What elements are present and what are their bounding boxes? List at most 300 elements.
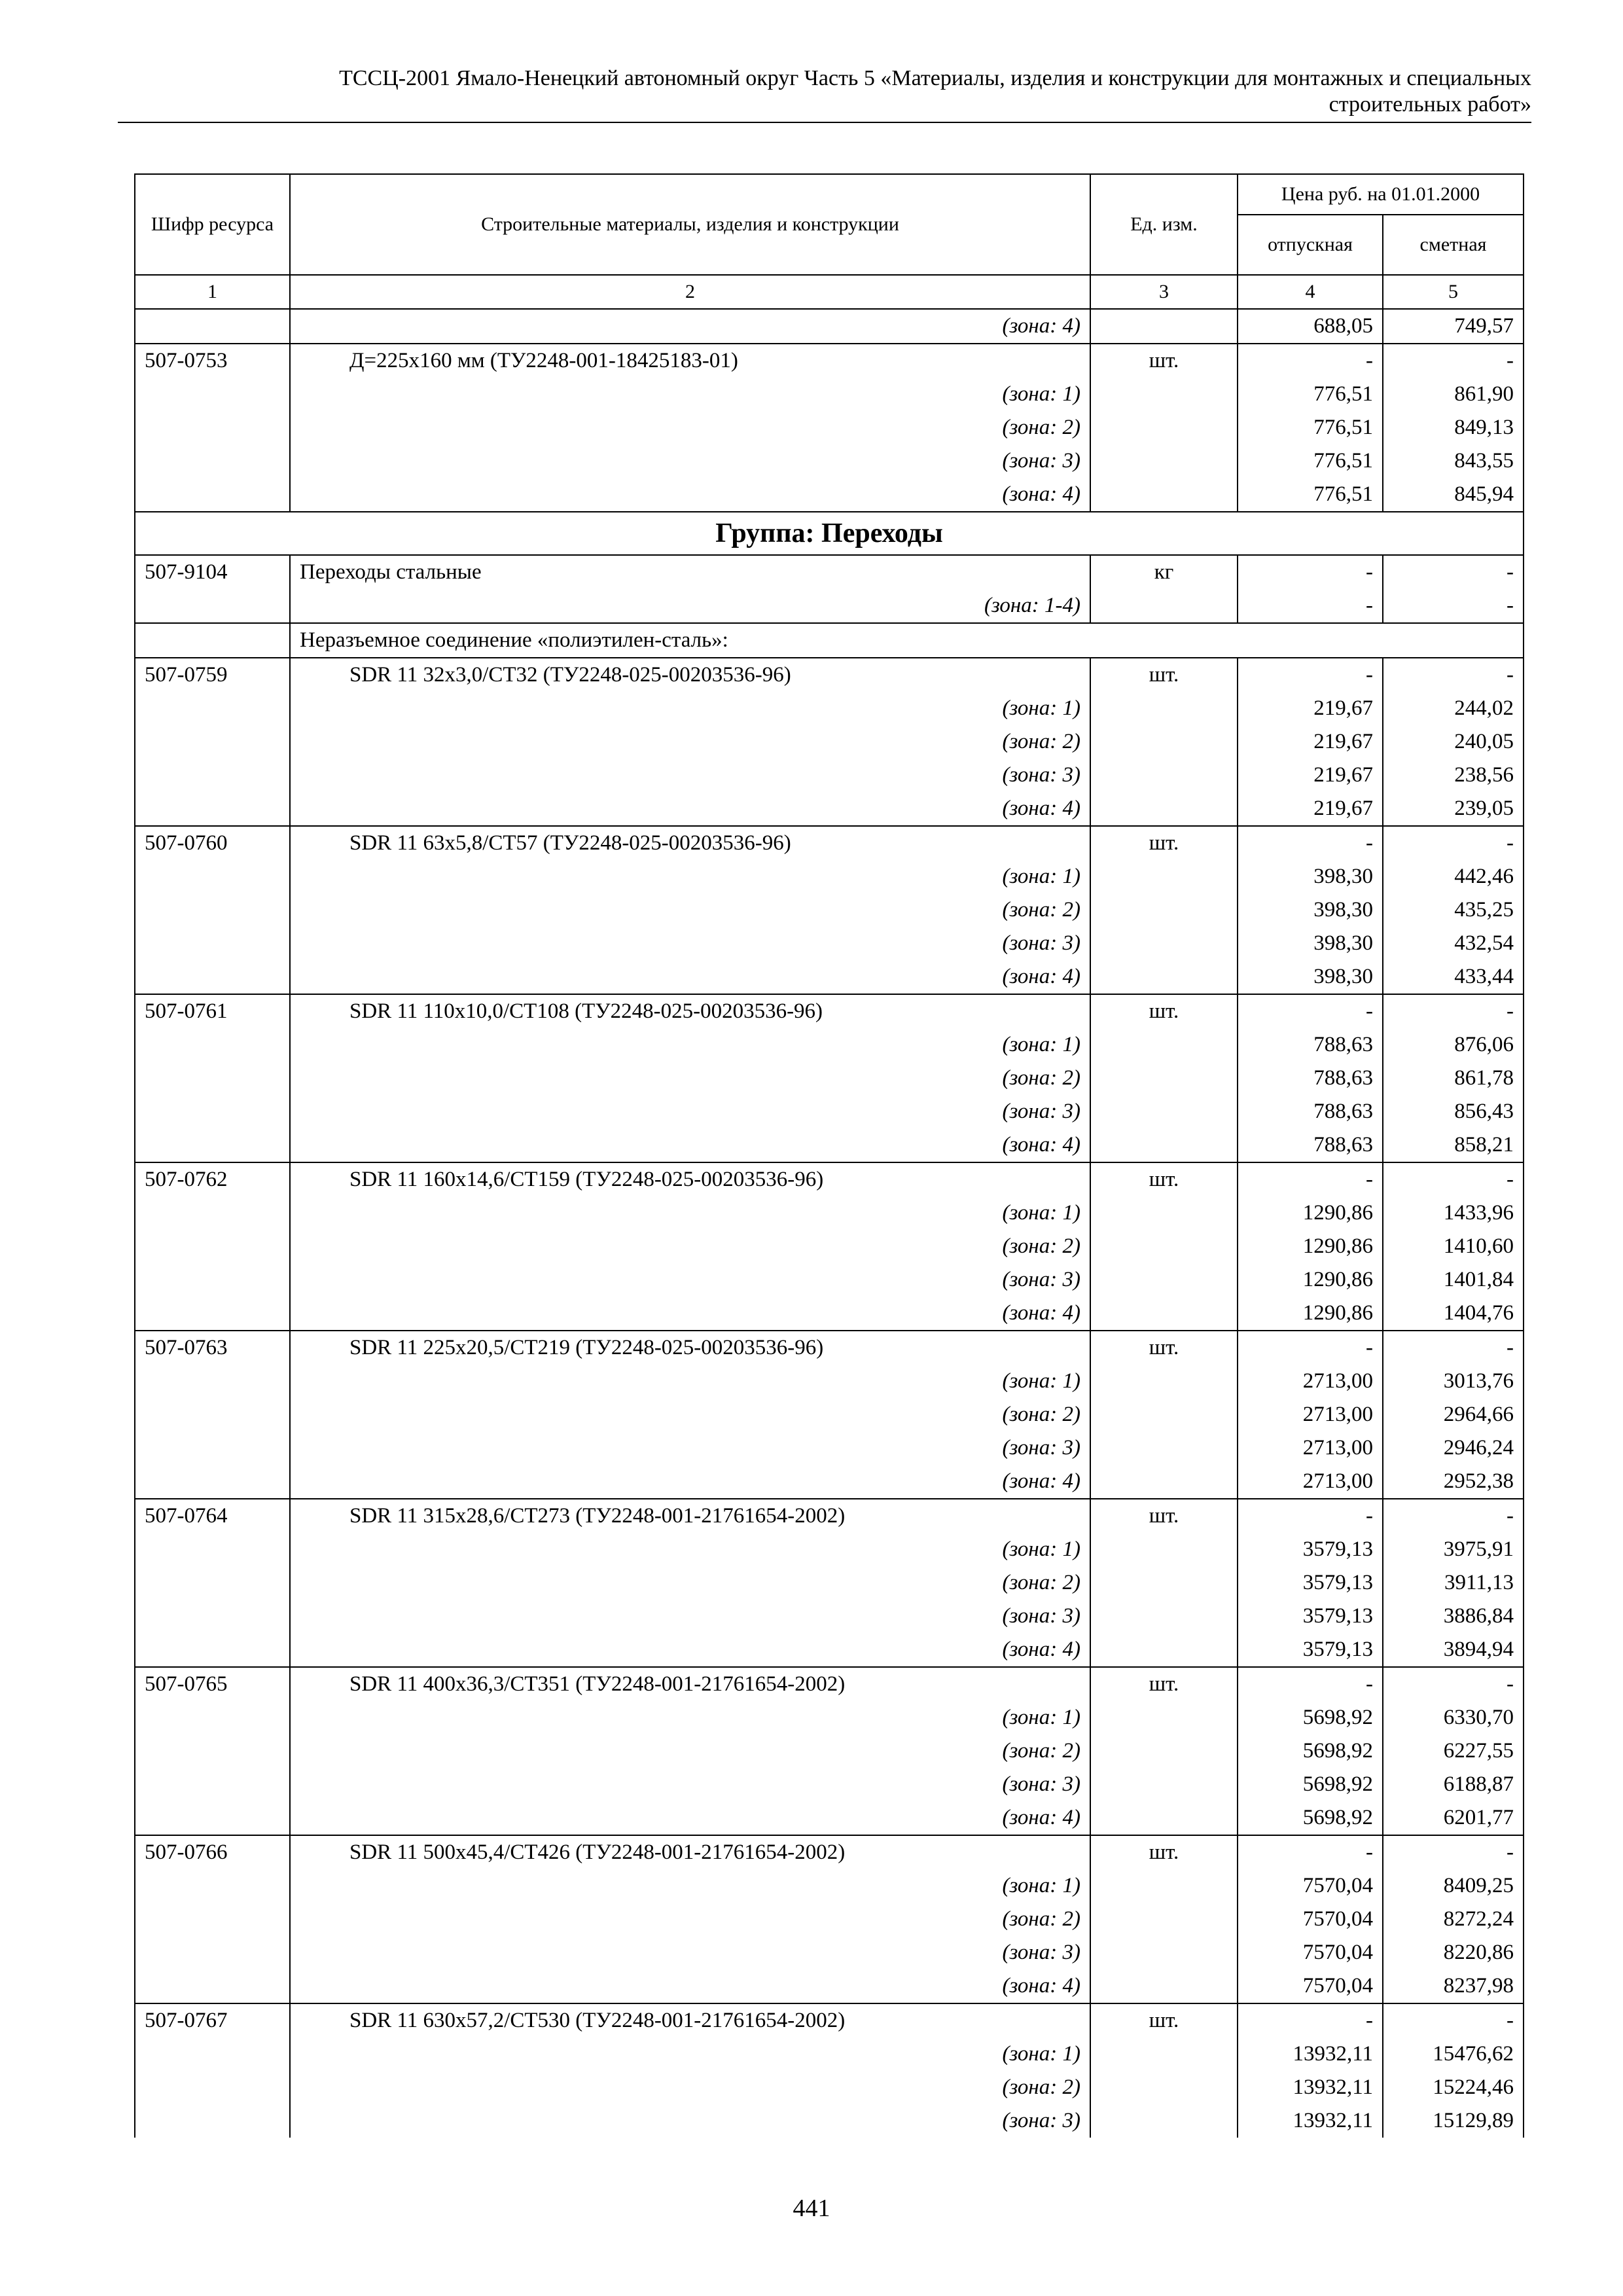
item-code: 507-0763 (135, 1331, 290, 1365)
code-cell (135, 1869, 290, 1903)
code-cell (135, 860, 290, 893)
estimate-price: 861,78 (1383, 1062, 1524, 1095)
estimate-price: 244,02 (1383, 692, 1524, 725)
zone-row (135, 2071, 1524, 2104)
code-cell (135, 1128, 290, 1162)
zone-row (135, 2037, 1524, 2071)
estimate-price: - (1383, 658, 1524, 692)
zone-label: (зона: 3) (290, 927, 1090, 960)
unit-cell (1090, 1028, 1238, 1062)
release-price: 1290,86 (1238, 1230, 1383, 1263)
zone-row (135, 960, 1524, 994)
release-price: 3579,13 (1238, 1533, 1383, 1566)
item-unit: шт. (1090, 1162, 1238, 1196)
zone-label: (зона: 3) (290, 444, 1090, 478)
unit-cell (1090, 759, 1238, 792)
head-release-price: отпускная (1238, 215, 1383, 275)
head-unit: Ед. изм. (1090, 174, 1238, 275)
code-cell (135, 1566, 290, 1600)
code-cell (135, 1903, 290, 1936)
zone-row (135, 444, 1524, 478)
unit-cell (1090, 309, 1238, 344)
release-price: 688,05 (1238, 309, 1383, 344)
unit-cell (1090, 792, 1238, 826)
estimate-price: 8272,24 (1383, 1903, 1524, 1936)
zone-row (135, 589, 1524, 623)
unit-cell (1090, 927, 1238, 960)
zone-row (135, 378, 1524, 411)
release-price: - (1238, 994, 1383, 1028)
unit-cell (1090, 1196, 1238, 1230)
estimate-price: - (1383, 1162, 1524, 1196)
code-cell (135, 893, 290, 927)
zone-row (135, 1969, 1524, 2003)
release-price: 2713,00 (1238, 1365, 1383, 1398)
release-price: 2713,00 (1238, 1431, 1383, 1465)
estimate-price: 3013,76 (1383, 1365, 1524, 1398)
item-name: SDR 11 630х57,2/СТ530 (ТУ2248-001-21761654-2002) (290, 2003, 1090, 2037)
item-name: Переходы стальные (290, 555, 1090, 589)
estimate-price: - (1383, 1667, 1524, 1701)
code-cell (135, 1701, 290, 1734)
group-title: Группа: Переходы (135, 512, 1524, 555)
code-cell (135, 692, 290, 725)
code-cell (135, 1936, 290, 1969)
unit-cell (1090, 2104, 1238, 2138)
zone-row (135, 1128, 1524, 1162)
estimate-price: 3975,91 (1383, 1533, 1524, 1566)
code-cell (135, 1600, 290, 1633)
head-name: Строительные материалы, изделия и конструкции (290, 174, 1090, 275)
code-cell (135, 1801, 290, 1835)
zone-row (135, 1263, 1524, 1297)
estimate-price: 240,05 (1383, 725, 1524, 759)
release-price: 776,51 (1238, 478, 1383, 512)
zone-row (135, 893, 1524, 927)
unit-cell (1090, 1365, 1238, 1398)
release-price: 13932,11 (1238, 2071, 1383, 2104)
code-cell (135, 444, 290, 478)
item-name: SDR 11 110х10,0/СТ108 (ТУ2248-025-00203536-96) (290, 994, 1090, 1028)
estimate-price: 2964,66 (1383, 1398, 1524, 1431)
group-header-row (135, 512, 1524, 555)
zone-row (135, 860, 1524, 893)
estimate-price: 435,25 (1383, 893, 1524, 927)
code-cell (135, 1365, 290, 1398)
unit-cell (1090, 893, 1238, 927)
release-price: - (1238, 1162, 1383, 1196)
zone-row (135, 792, 1524, 826)
zone-label: (зона: 1) (290, 1365, 1090, 1398)
zone-row (135, 692, 1524, 725)
unit-cell (1090, 1936, 1238, 1969)
release-price: 398,30 (1238, 893, 1383, 927)
release-price: 3579,13 (1238, 1566, 1383, 1600)
unit-cell (1090, 1230, 1238, 1263)
code-cell (135, 589, 290, 623)
page-header (118, 65, 1531, 118)
unit-cell (1090, 1566, 1238, 1600)
release-price: 1290,86 (1238, 1297, 1383, 1331)
zone-label: (зона: 2) (290, 893, 1090, 927)
unit-cell (1090, 1801, 1238, 1835)
zone-label: (зона: 1) (290, 378, 1090, 411)
head-num-2: 2 (290, 275, 1090, 309)
zone-row (135, 1734, 1524, 1768)
item-row (135, 1499, 1524, 1533)
zone-label: (зона: 4) (290, 960, 1090, 994)
code-cell (135, 1633, 290, 1667)
release-price: 3579,13 (1238, 1600, 1383, 1633)
zone-label: (зона: 2) (290, 1062, 1090, 1095)
zone-label: (зона: 1) (290, 1028, 1090, 1062)
zone-label: (зона: 1-4) (290, 589, 1090, 623)
estimate-price: - (1383, 555, 1524, 589)
estimate-price: - (1383, 2003, 1524, 2037)
zone-label: (зона: 1) (290, 2037, 1090, 2071)
estimate-price: 239,05 (1383, 792, 1524, 826)
zone-row (135, 309, 1524, 344)
code-cell (135, 725, 290, 759)
release-price: 5698,92 (1238, 1701, 1383, 1734)
release-price: 776,51 (1238, 411, 1383, 444)
zone-row (135, 1465, 1524, 1499)
release-price: - (1238, 1835, 1383, 1869)
release-price: 13932,11 (1238, 2037, 1383, 2071)
item-code: 507-0761 (135, 994, 290, 1028)
zone-label: (зона: 4) (290, 1969, 1090, 2003)
code-cell (135, 1230, 290, 1263)
item-row (135, 1331, 1524, 1365)
head-price: Цена руб. на 01.01.2000 (1238, 174, 1524, 215)
release-price: 398,30 (1238, 860, 1383, 893)
zone-label: (зона: 2) (290, 1398, 1090, 1431)
code-cell (135, 1297, 290, 1331)
item-unit: шт. (1090, 994, 1238, 1028)
zone-row (135, 927, 1524, 960)
release-price: 1290,86 (1238, 1263, 1383, 1297)
zone-label: (зона: 4) (290, 1297, 1090, 1331)
zone-label: (зона: 3) (290, 1600, 1090, 1633)
head-num-5: 5 (1383, 275, 1524, 309)
estimate-price: 15224,46 (1383, 2071, 1524, 2104)
head-code: Шифр ресурса (135, 174, 290, 275)
estimate-price: - (1383, 826, 1524, 860)
release-price: 2713,00 (1238, 1465, 1383, 1499)
table-body (135, 309, 1524, 2138)
item-name: SDR 11 500х45,4/СТ426 (ТУ2248-001-21761654-2002) (290, 1835, 1090, 1869)
estimate-price: 858,21 (1383, 1128, 1524, 1162)
release-price: - (1238, 2003, 1383, 2037)
code-cell (135, 378, 290, 411)
code-cell (135, 1465, 290, 1499)
estimate-price: 6330,70 (1383, 1701, 1524, 1734)
unit-cell (1090, 2037, 1238, 2071)
release-price: 2713,00 (1238, 1398, 1383, 1431)
code-cell (135, 478, 290, 512)
zone-label: (зона: 2) (290, 1230, 1090, 1263)
header-line-1: ТССЦ-2001 Ямало-Ненецкий автономный округ Часть 5 «Материалы, изделия и конструкции для монтажных и специальных (339, 66, 1531, 90)
item-row (135, 658, 1524, 692)
code-cell (135, 2037, 290, 2071)
header-line-2: строительных работ» (1329, 92, 1531, 117)
zone-row (135, 759, 1524, 792)
head-num-4: 4 (1238, 275, 1383, 309)
estimate-price: 8220,86 (1383, 1936, 1524, 1969)
item-row (135, 1667, 1524, 1701)
zone-label: (зона: 4) (290, 478, 1090, 512)
item-name: SDR 11 63х5,8/СТ57 (ТУ2248-025-00203536-96) (290, 826, 1090, 860)
zone-row (135, 1600, 1524, 1633)
release-price: 219,67 (1238, 792, 1383, 826)
zone-label: (зона: 4) (290, 1801, 1090, 1835)
zone-label: (зона: 4) (290, 1465, 1090, 1499)
unit-cell (1090, 1431, 1238, 1465)
zone-row (135, 2104, 1524, 2138)
estimate-price: 432,54 (1383, 927, 1524, 960)
release-price: - (1238, 555, 1383, 589)
unit-cell (1090, 1903, 1238, 1936)
release-price: 13932,11 (1238, 2104, 1383, 2138)
item-code: 507-0759 (135, 658, 290, 692)
item-row (135, 2003, 1524, 2037)
zone-row (135, 1801, 1524, 1835)
zone-row (135, 1936, 1524, 1969)
zone-row (135, 1566, 1524, 1600)
zone-row (135, 1701, 1524, 1734)
zone-row (135, 1869, 1524, 1903)
zone-label: (зона: 2) (290, 2071, 1090, 2104)
zone-label: (зона: 2) (290, 1903, 1090, 1936)
zone-label: (зона: 2) (290, 411, 1090, 444)
code-cell (135, 1028, 290, 1062)
zone-row (135, 725, 1524, 759)
estimate-price: 845,94 (1383, 478, 1524, 512)
head-num-3: 3 (1090, 275, 1238, 309)
item-row (135, 826, 1524, 860)
zone-row (135, 1196, 1524, 1230)
unit-cell (1090, 1095, 1238, 1128)
note-row (135, 623, 1524, 658)
zone-label: (зона: 3) (290, 1936, 1090, 1969)
code-cell (135, 927, 290, 960)
code-cell (135, 759, 290, 792)
release-price: 788,63 (1238, 1028, 1383, 1062)
estimate-price: 1404,76 (1383, 1297, 1524, 1331)
estimate-price: 3886,84 (1383, 1600, 1524, 1633)
release-price: 776,51 (1238, 444, 1383, 478)
zone-label: (зона: 1) (290, 1533, 1090, 1566)
unit-cell (1090, 1969, 1238, 2003)
release-price: 788,63 (1238, 1095, 1383, 1128)
estimate-price: 2952,38 (1383, 1465, 1524, 1499)
item-unit: шт. (1090, 658, 1238, 692)
zone-row (135, 478, 1524, 512)
zone-row (135, 1230, 1524, 1263)
code-cell (135, 1431, 290, 1465)
estimate-price: - (1383, 1499, 1524, 1533)
head-estimate-price: сметная (1383, 215, 1524, 275)
estimate-price: 238,56 (1383, 759, 1524, 792)
item-unit: шт. (1090, 1667, 1238, 1701)
unit-cell (1090, 725, 1238, 759)
release-price: 219,67 (1238, 692, 1383, 725)
item-name: SDR 11 32х3,0/СТ32 (ТУ2248-025-00203536-96) (290, 658, 1090, 692)
estimate-price: 849,13 (1383, 411, 1524, 444)
code-cell (135, 309, 290, 344)
item-unit: шт. (1090, 2003, 1238, 2037)
estimate-price: 6188,87 (1383, 1768, 1524, 1801)
release-price: - (1238, 1499, 1383, 1533)
header-rule (118, 122, 1531, 123)
release-price: 1290,86 (1238, 1196, 1383, 1230)
item-row (135, 555, 1524, 589)
code-cell (135, 411, 290, 444)
estimate-price: - (1383, 1835, 1524, 1869)
unit-cell (1090, 692, 1238, 725)
zone-label: (зона: 4) (290, 1633, 1090, 1667)
zone-label: (зона: 2) (290, 1566, 1090, 1600)
zone-label: (зона: 1) (290, 1196, 1090, 1230)
release-price: 7570,04 (1238, 1936, 1383, 1969)
unit-cell (1090, 1398, 1238, 1431)
release-price: - (1238, 589, 1383, 623)
code-cell (135, 1095, 290, 1128)
item-code: 507-0762 (135, 1162, 290, 1196)
zone-label: (зона: 1) (290, 692, 1090, 725)
estimate-price: 876,06 (1383, 1028, 1524, 1062)
item-code: 507-0767 (135, 2003, 290, 2037)
estimate-price: - (1383, 1331, 1524, 1365)
item-name: SDR 11 400х36,3/СТ351 (ТУ2248-001-21761654-2002) (290, 1667, 1090, 1701)
table-head (135, 174, 1524, 309)
release-price: 5698,92 (1238, 1734, 1383, 1768)
item-row (135, 994, 1524, 1028)
release-price: 5698,92 (1238, 1801, 1383, 1835)
item-code: 507-0765 (135, 1667, 290, 1701)
release-price: 7570,04 (1238, 1869, 1383, 1903)
release-price: 398,30 (1238, 927, 1383, 960)
zone-row (135, 1533, 1524, 1566)
zone-label: (зона: 3) (290, 759, 1090, 792)
code-cell (135, 1768, 290, 1801)
release-price: 776,51 (1238, 378, 1383, 411)
code-cell (135, 1062, 290, 1095)
release-price: - (1238, 826, 1383, 860)
item-code: 507-0766 (135, 1835, 290, 1869)
unit-cell (1090, 378, 1238, 411)
release-price: - (1238, 1331, 1383, 1365)
release-price: 7570,04 (1238, 1903, 1383, 1936)
unit-cell (1090, 1263, 1238, 1297)
price-table (134, 173, 1524, 2138)
zone-row (135, 1633, 1524, 1667)
zone-label: (зона: 1) (290, 860, 1090, 893)
item-row (135, 1162, 1524, 1196)
unit-cell (1090, 411, 1238, 444)
estimate-price: 843,55 (1383, 444, 1524, 478)
item-code: 507-0760 (135, 826, 290, 860)
estimate-price: - (1383, 589, 1524, 623)
zone-label: (зона: 3) (290, 1263, 1090, 1297)
unit-cell (1090, 1465, 1238, 1499)
estimate-price: 6227,55 (1383, 1734, 1524, 1768)
zone-label: (зона: 1) (290, 1701, 1090, 1734)
estimate-price: 433,44 (1383, 960, 1524, 994)
estimate-price: - (1383, 994, 1524, 1028)
estimate-price: 1433,96 (1383, 1196, 1524, 1230)
unit-cell (1090, 1768, 1238, 1801)
zone-label: (зона: 4) (290, 792, 1090, 826)
item-row (135, 1835, 1524, 1869)
zone-row (135, 1365, 1524, 1398)
estimate-price: 3894,94 (1383, 1633, 1524, 1667)
zone-label: (зона: 3) (290, 1431, 1090, 1465)
estimate-price: 2946,24 (1383, 1431, 1524, 1465)
unit-cell (1090, 860, 1238, 893)
code-cell (135, 960, 290, 994)
code-cell (135, 1263, 290, 1297)
unit-cell (1090, 1869, 1238, 1903)
note-text: Неразъемное соединение «полиэтилен-сталь»: (290, 623, 1524, 658)
estimate-price: 15476,62 (1383, 2037, 1524, 2071)
item-unit: шт. (1090, 344, 1238, 378)
item-unit: кг (1090, 555, 1238, 589)
release-price: 7570,04 (1238, 1969, 1383, 2003)
code-cell (135, 2071, 290, 2104)
release-price: 788,63 (1238, 1062, 1383, 1095)
release-price: 219,67 (1238, 759, 1383, 792)
release-price: - (1238, 658, 1383, 692)
release-price: - (1238, 344, 1383, 378)
zone-label: (зона: 2) (290, 725, 1090, 759)
item-name: Д=225х160 мм (ТУ2248-001-18425183-01) (290, 344, 1090, 378)
code-cell (135, 2104, 290, 2138)
estimate-price: 8409,25 (1383, 1869, 1524, 1903)
estimate-price: 15129,89 (1383, 2104, 1524, 2138)
code-cell (135, 1969, 290, 2003)
release-price: - (1238, 1667, 1383, 1701)
estimate-price: - (1383, 344, 1524, 378)
item-unit: шт. (1090, 1331, 1238, 1365)
zone-row (135, 1028, 1524, 1062)
item-code: 507-0753 (135, 344, 290, 378)
estimate-price: 749,57 (1383, 309, 1524, 344)
estimate-price: 442,46 (1383, 860, 1524, 893)
code-cell (135, 623, 290, 658)
page-number: 441 (793, 2195, 830, 2222)
unit-cell (1090, 1533, 1238, 1566)
unit-cell (1090, 444, 1238, 478)
unit-cell (1090, 1600, 1238, 1633)
estimate-price: 8237,98 (1383, 1969, 1524, 2003)
item-unit: шт. (1090, 826, 1238, 860)
unit-cell (1090, 1734, 1238, 1768)
zone-label: (зона: 2) (290, 1734, 1090, 1768)
unit-cell (1090, 1633, 1238, 1667)
unit-cell (1090, 1701, 1238, 1734)
code-cell (135, 1196, 290, 1230)
unit-cell (1090, 478, 1238, 512)
zone-label: (зона: 3) (290, 2104, 1090, 2138)
estimate-price: 1401,84 (1383, 1263, 1524, 1297)
estimate-price: 1410,60 (1383, 1230, 1524, 1263)
code-cell (135, 1398, 290, 1431)
item-name: SDR 11 160х14,6/СТ159 (ТУ2248-025-00203536-96) (290, 1162, 1090, 1196)
zone-row (135, 1903, 1524, 1936)
zone-label: (зона: 4) (290, 1128, 1090, 1162)
release-price: 5698,92 (1238, 1768, 1383, 1801)
